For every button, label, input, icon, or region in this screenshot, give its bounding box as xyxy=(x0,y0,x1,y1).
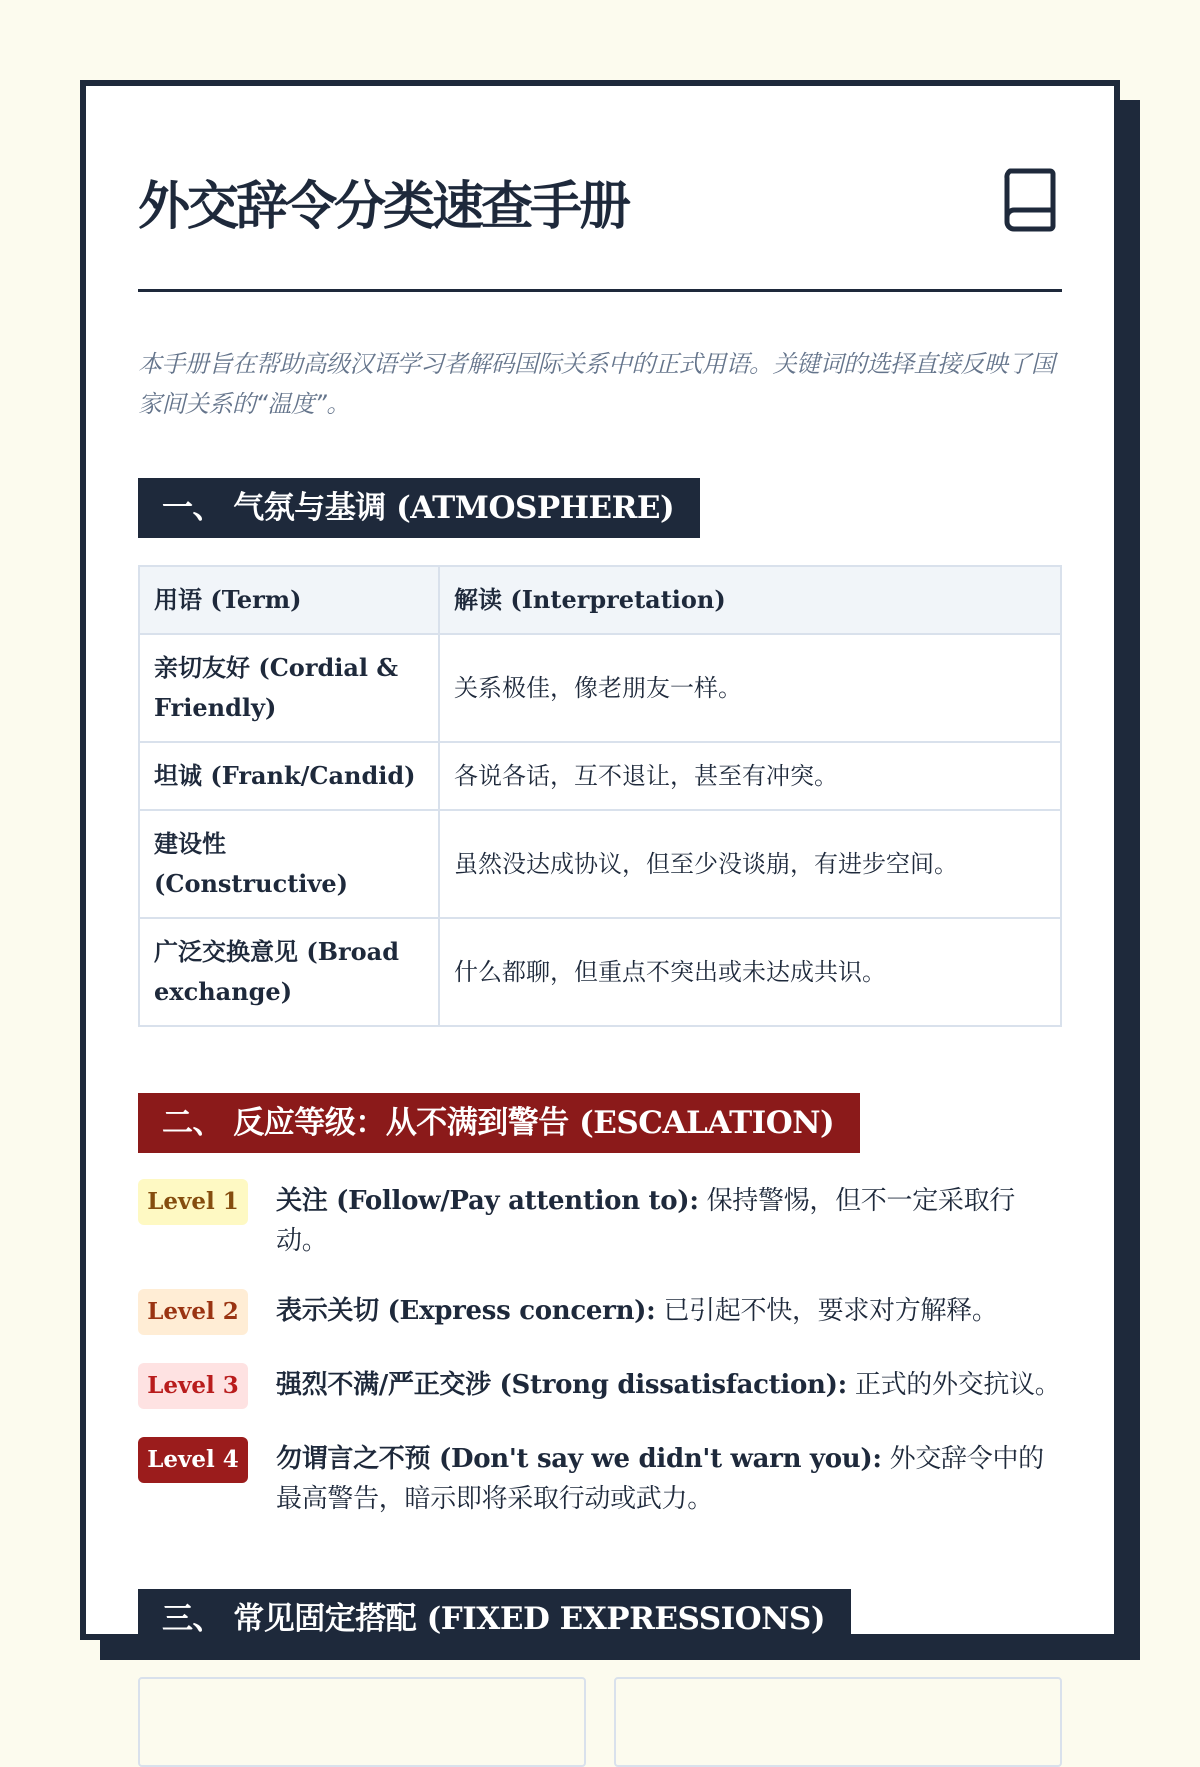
level-term: 强烈不满/严正交涉 (Strong dissatisfaction): xyxy=(276,1370,847,1400)
level-detail: 正式的外交抗议。 xyxy=(846,1370,1061,1400)
level-badge: Level 4 xyxy=(138,1437,248,1483)
escalation-list xyxy=(138,1179,1062,1519)
list-item xyxy=(138,1179,1062,1261)
book-icon xyxy=(1002,167,1062,237)
column-header-interpretation: 解读 (Interpretation) xyxy=(439,566,1061,634)
section-heading-atmosphere: 一、 气氛与基调 (ATMOSPHERE) xyxy=(138,478,700,538)
level-description xyxy=(276,1437,1062,1519)
level-description xyxy=(276,1363,1061,1405)
expression-card xyxy=(614,1677,1062,1767)
term-cell: 亲切友好 (Cordial & Friendly) xyxy=(139,634,439,742)
level-term: 关注 (Follow/Pay attention to): xyxy=(276,1186,699,1216)
table-header-row xyxy=(139,566,1061,634)
table-row xyxy=(139,634,1061,742)
level-badge: Level 3 xyxy=(138,1363,248,1409)
handbook-card xyxy=(80,80,1120,1640)
level-badge: Level 1 xyxy=(138,1179,248,1225)
level-detail: 保持警惕，但不一定采取行动。 xyxy=(276,1186,1015,1256)
intro-text: 本手册旨在帮助高级汉语学习者解码国际关系中的正式用语。关键词的选择直接反映了国家间关系的“温度”。 xyxy=(138,350,1055,418)
level-description xyxy=(276,1289,998,1331)
interpretation-cell: 关系极佳，像老朋友一样。 xyxy=(439,634,1061,742)
header xyxy=(138,138,1062,292)
expression-card xyxy=(138,1677,586,1767)
atmosphere-table xyxy=(138,565,1062,1027)
table-row xyxy=(139,918,1061,1026)
level-term: 勿谓言之不预 (Don't say we didn't warn you): xyxy=(276,1444,882,1474)
section-heading-escalation: 二、 反应等级：从不满到警告 (ESCALATION) xyxy=(138,1093,860,1153)
level-term: 表示关切 (Express concern): xyxy=(276,1296,656,1326)
list-item xyxy=(138,1289,1062,1335)
term-cell: 建设性 (Constructive) xyxy=(139,810,439,918)
interpretation-cell: 虽然没达成协议，但至少没谈崩，有进步空间。 xyxy=(439,810,1061,918)
level-badge: Level 2 xyxy=(138,1289,248,1335)
interpretation-cell: 各说各话，互不退让，甚至有冲突。 xyxy=(439,742,1061,810)
table-row xyxy=(139,742,1061,810)
level-description xyxy=(276,1179,1062,1261)
column-header-term: 用语 (Term) xyxy=(139,566,439,634)
page-title: 外交辞令分类速查手册 xyxy=(138,177,629,237)
section-heading-fixed-expressions: 三、 常见固定搭配 (FIXED EXPRESSIONS) xyxy=(138,1589,851,1649)
level-detail: 外交辞令中的最高警告，暗示即将采取行动或武力。 xyxy=(276,1444,1044,1514)
term-cell: 坦诚 (Frank/Candid) xyxy=(139,742,439,810)
interpretation-cell: 什么都聊，但重点不突出或未达成共识。 xyxy=(439,918,1061,1026)
term-cell: 广泛交换意见 (Broad exchange) xyxy=(139,918,439,1026)
table-row xyxy=(139,810,1061,918)
fixed-expressions-grid xyxy=(138,1677,1062,1767)
list-item xyxy=(138,1437,1062,1519)
level-detail: 已引起不快，要求对方解释。 xyxy=(655,1296,998,1326)
list-item xyxy=(138,1363,1062,1409)
